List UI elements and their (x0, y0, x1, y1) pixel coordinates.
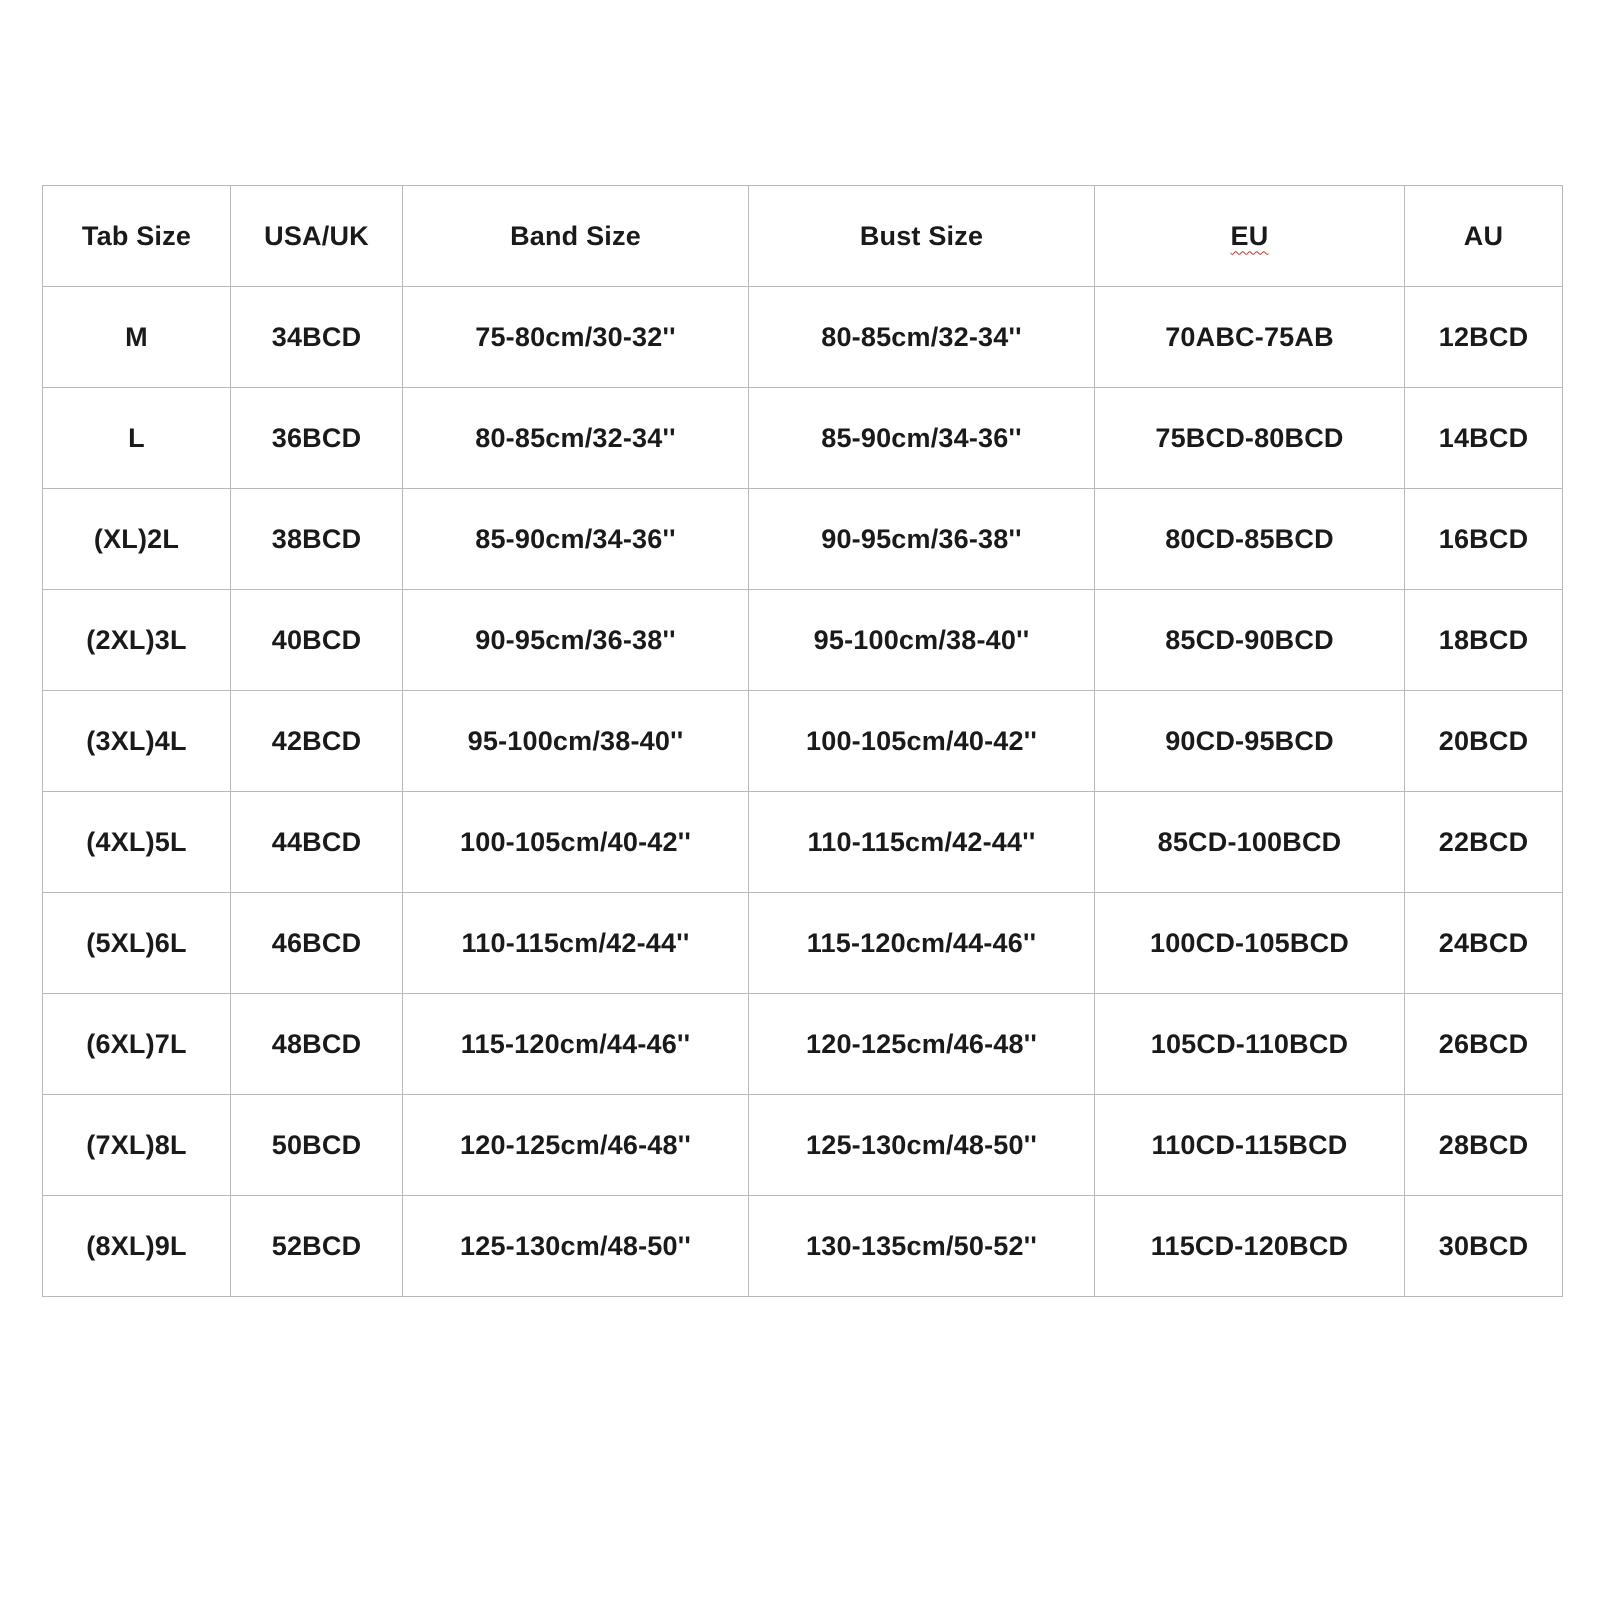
cell-tab-size: (4XL)5L (43, 792, 231, 893)
cell-bust-size: 90-95cm/36-38'' (749, 489, 1095, 590)
table-row (43, 994, 1563, 1095)
header-au: AU (1405, 186, 1563, 287)
cell-eu: 115CD-120BCD (1095, 1196, 1405, 1297)
cell-au: 16BCD (1405, 489, 1563, 590)
cell-tab-size: (2XL)3L (43, 590, 231, 691)
cell-eu: 105CD-110BCD (1095, 994, 1405, 1095)
header-bust-size: Bust Size (749, 186, 1095, 287)
header-row (43, 186, 1563, 287)
cell-usa-uk: 50BCD (231, 1095, 403, 1196)
cell-eu: 85CD-100BCD (1095, 792, 1405, 893)
cell-tab-size: M (43, 287, 231, 388)
header-tab-size: Tab Size (43, 186, 231, 287)
cell-eu: 110CD-115BCD (1095, 1095, 1405, 1196)
cell-tab-size: (XL)2L (43, 489, 231, 590)
table-row (43, 388, 1563, 489)
table-header (43, 186, 1563, 287)
table-row (43, 287, 1563, 388)
cell-bust-size: 115-120cm/44-46'' (749, 893, 1095, 994)
cell-bust-size: 85-90cm/34-36'' (749, 388, 1095, 489)
cell-band-size: 85-90cm/34-36'' (403, 489, 749, 590)
cell-au: 12BCD (1405, 287, 1563, 388)
cell-bust-size: 100-105cm/40-42'' (749, 691, 1095, 792)
table-body (43, 287, 1563, 1297)
cell-bust-size: 120-125cm/46-48'' (749, 994, 1095, 1095)
cell-bust-size: 110-115cm/42-44'' (749, 792, 1095, 893)
table-row (43, 590, 1563, 691)
cell-eu: 100CD-105BCD (1095, 893, 1405, 994)
cell-usa-uk: 44BCD (231, 792, 403, 893)
cell-band-size: 115-120cm/44-46'' (403, 994, 749, 1095)
table-row (43, 489, 1563, 590)
size-chart-table (42, 185, 1563, 1297)
table-row (43, 1095, 1563, 1196)
cell-band-size: 95-100cm/38-40'' (403, 691, 749, 792)
cell-band-size: 120-125cm/46-48'' (403, 1095, 749, 1196)
cell-tab-size: (7XL)8L (43, 1095, 231, 1196)
cell-band-size: 80-85cm/32-34'' (403, 388, 749, 489)
cell-au: 14BCD (1405, 388, 1563, 489)
cell-eu: 70ABC-75AB (1095, 287, 1405, 388)
cell-usa-uk: 40BCD (231, 590, 403, 691)
table-row (43, 893, 1563, 994)
cell-bust-size: 95-100cm/38-40'' (749, 590, 1095, 691)
cell-band-size: 90-95cm/36-38'' (403, 590, 749, 691)
cell-tab-size: (8XL)9L (43, 1196, 231, 1297)
cell-band-size: 125-130cm/48-50'' (403, 1196, 749, 1297)
cell-au: 28BCD (1405, 1095, 1563, 1196)
cell-tab-size: (5XL)6L (43, 893, 231, 994)
cell-au: 24BCD (1405, 893, 1563, 994)
header-band-size: Band Size (403, 186, 749, 287)
cell-tab-size: (6XL)7L (43, 994, 231, 1095)
cell-eu: 90CD-95BCD (1095, 691, 1405, 792)
cell-band-size: 110-115cm/42-44'' (403, 893, 749, 994)
header-eu (1095, 186, 1405, 287)
cell-usa-uk: 48BCD (231, 994, 403, 1095)
cell-bust-size: 80-85cm/32-34'' (749, 287, 1095, 388)
header-eu-label: EU (1230, 220, 1269, 251)
cell-bust-size: 125-130cm/48-50'' (749, 1095, 1095, 1196)
header-usa-uk: USA/UK (231, 186, 403, 287)
cell-usa-uk: 36BCD (231, 388, 403, 489)
cell-au: 20BCD (1405, 691, 1563, 792)
cell-bust-size: 130-135cm/50-52'' (749, 1196, 1095, 1297)
cell-band-size: 100-105cm/40-42'' (403, 792, 749, 893)
table-row (43, 792, 1563, 893)
cell-tab-size: L (43, 388, 231, 489)
cell-usa-uk: 52BCD (231, 1196, 403, 1297)
cell-band-size: 75-80cm/30-32'' (403, 287, 749, 388)
cell-au: 30BCD (1405, 1196, 1563, 1297)
cell-au: 26BCD (1405, 994, 1563, 1095)
table-row (43, 1196, 1563, 1297)
cell-usa-uk: 42BCD (231, 691, 403, 792)
cell-eu: 85CD-90BCD (1095, 590, 1405, 691)
cell-au: 22BCD (1405, 792, 1563, 893)
cell-au: 18BCD (1405, 590, 1563, 691)
cell-eu: 75BCD-80BCD (1095, 388, 1405, 489)
cell-tab-size: (3XL)4L (43, 691, 231, 792)
cell-usa-uk: 46BCD (231, 893, 403, 994)
cell-eu: 80CD-85BCD (1095, 489, 1405, 590)
cell-usa-uk: 38BCD (231, 489, 403, 590)
cell-usa-uk: 34BCD (231, 287, 403, 388)
table-row (43, 691, 1563, 792)
